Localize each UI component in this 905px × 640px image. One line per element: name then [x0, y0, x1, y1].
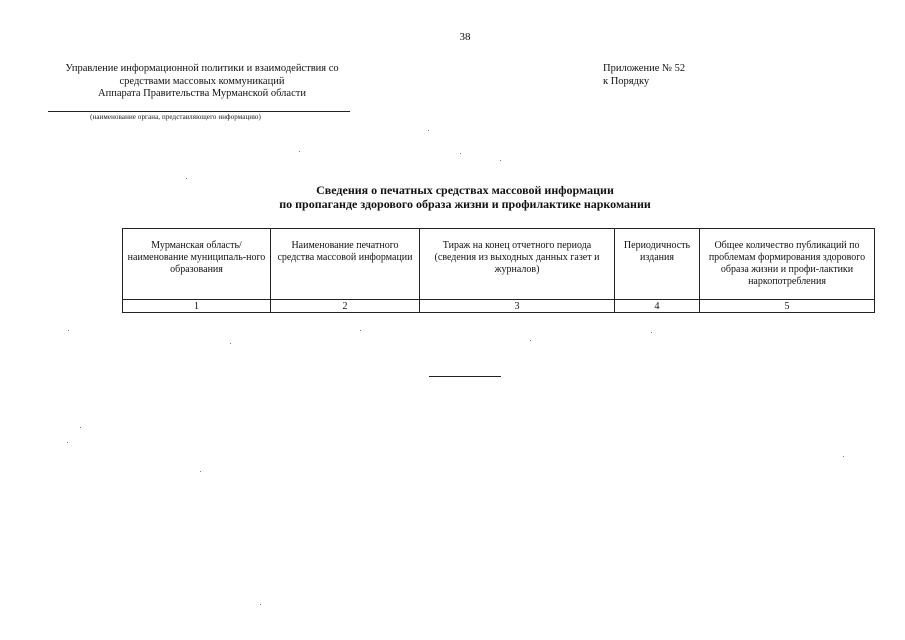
appendix-number: Приложение № 52	[603, 63, 686, 74]
scan-speck	[500, 160, 501, 161]
header-periodicity: Периодичность издания	[615, 229, 700, 300]
column-number-3: 3	[420, 300, 615, 313]
scan-speck	[360, 330, 361, 331]
scan-speck	[428, 130, 429, 131]
scan-speck	[260, 604, 261, 605]
title-line-1: Сведения о печатных средствах массовой информации	[316, 183, 614, 197]
column-number-5: 5	[700, 300, 875, 313]
table-header-row	[123, 229, 875, 300]
title-line-2: по пропаганде здорового образа жизни и профилактике наркомании	[279, 197, 651, 211]
scan-speck	[843, 456, 844, 457]
scan-speck	[68, 330, 69, 331]
header-circulation: Тираж на конец отчетного периода (сведения из выходных данных газет и журналов)	[420, 229, 615, 300]
scan-speck	[460, 153, 461, 154]
org-line-1: Управление информационной политики и взаимодействия со	[65, 63, 339, 74]
header-municipality: Мурманская область/ наименование муниципаль-ного образования	[123, 229, 271, 300]
scan-speck	[67, 442, 68, 443]
org-line-3: Аппарата Правительства Мурманской области	[98, 88, 306, 99]
document-title	[0, 183, 905, 211]
table-row	[123, 300, 875, 313]
reporting-organization	[52, 63, 352, 101]
report-table	[122, 228, 875, 313]
header-publication-count: Общее количество публикаций по проблемам формирования здорового образа жизни и профи-лактики наркопотребления	[700, 229, 875, 300]
appendix-reference	[603, 63, 685, 88]
column-number-2: 2	[271, 300, 420, 313]
org-signature-line	[48, 111, 350, 112]
page-number: 38	[459, 31, 471, 43]
scan-speck	[230, 343, 231, 344]
scan-speck	[80, 427, 81, 428]
column-number-1: 1	[123, 300, 271, 313]
org-line-2: средствами массовых коммуникаций	[119, 75, 285, 87]
scan-speck	[651, 332, 652, 333]
appendix-order: к Порядку	[603, 75, 650, 87]
org-caption: (наименование органа, представляющего информацию)	[90, 113, 261, 121]
header-media-name: Наименование печатного средства массовой информации	[271, 229, 420, 300]
scan-speck	[530, 340, 531, 341]
scan-speck	[186, 178, 187, 179]
scan-speck	[299, 151, 300, 152]
column-number-4: 4	[615, 300, 700, 313]
end-rule	[429, 376, 501, 377]
scan-speck	[200, 471, 201, 472]
